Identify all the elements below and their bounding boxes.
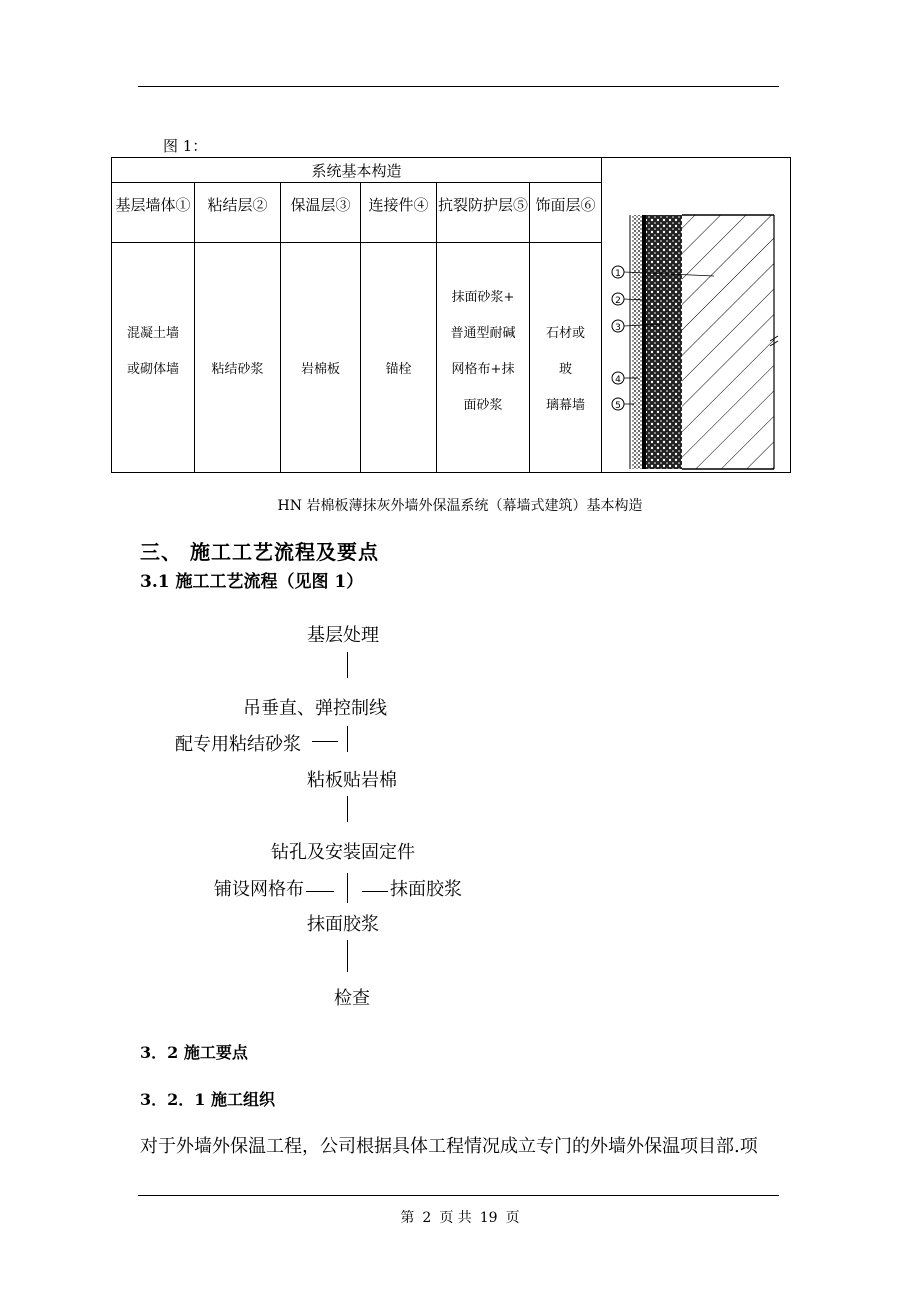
flow-step-attach-rockwool: 粘板贴岩棉 <box>307 770 397 791</box>
base-wall-hatch <box>682 215 774 469</box>
flow-step-inspect: 检查 <box>334 988 370 1009</box>
flow-step-plaster: 抹面胶浆 <box>307 914 379 935</box>
flow-connector <box>347 873 348 903</box>
flow-connector <box>347 652 348 678</box>
table-title-divider <box>112 182 601 183</box>
plaster-layer-fill <box>632 215 642 469</box>
svg-text:5: 5 <box>615 401 621 411</box>
page-footer: 第 2 页 共 19 页 <box>400 1210 520 1226</box>
header-finish-layer: 饰面层⑥ <box>535 196 596 214</box>
figure-caption: HN 岩棉板薄抹灰外墙外保温系统（幕墙式建筑）基本构造 <box>277 498 643 514</box>
cell-bond-layer: 粘结砂浆 <box>211 362 264 377</box>
cell-crack-protection: 抹面砂浆+ 普通型耐碱 网格布+抹 面砂浆 <box>450 290 516 413</box>
cell-connector: 锚栓 <box>385 362 412 377</box>
flow-side-connector <box>312 741 338 742</box>
table-header-divider <box>112 242 601 243</box>
flow-side-connector <box>362 891 388 892</box>
table-title: 系统基本构造 <box>311 162 402 180</box>
svg-text:1: 1 <box>615 269 621 279</box>
flow-side-mortar: 配专用粘结砂浆 <box>175 734 301 755</box>
flow-side-plaster: 抹面胶浆 <box>390 879 462 900</box>
figure-label: 图 1： <box>163 137 208 155</box>
page-number: 2 <box>422 1210 432 1226</box>
header-insulation-layer: 保温层③ <box>290 196 351 214</box>
header-crack-protection: 抗裂防护层⑤ <box>437 196 528 214</box>
structure-table <box>111 157 791 473</box>
header-base-wall: 基层墙体① <box>115 196 191 214</box>
subsection-heading-key-points: 3．2 施工要点 <box>140 1043 248 1062</box>
body-paragraph: 对于外墙外保温工程，公司根据具体工程情况成立专门的外墙外保温项目部.项 <box>140 1136 758 1157</box>
flow-connector <box>347 940 348 972</box>
svg-text:2: 2 <box>615 296 621 306</box>
footer-rule <box>138 1195 779 1196</box>
header-connector: 连接件④ <box>368 196 429 214</box>
diagram-marker-5 <box>612 398 634 411</box>
cell-finish-layer: 石材或 玻 璃幕墙 <box>545 326 585 413</box>
flow-step-base-treatment: 基层处理 <box>307 625 379 646</box>
insulation-layer-fill <box>646 215 682 469</box>
cell-base-wall: 混凝土墙 或砌体墙 <box>126 326 179 377</box>
flow-step-plumb-lines: 吊垂直、弹控制线 <box>243 698 387 719</box>
header-bond-layer: 粘结层② <box>207 196 268 214</box>
section-title: 三、 施工工艺流程及要点 <box>140 540 379 564</box>
flow-step-drill-fix: 钻孔及安装固定件 <box>271 842 415 863</box>
flow-connector <box>347 796 348 822</box>
subsection-title: 3.1 施工工艺流程（见图 1） <box>140 572 364 592</box>
bond-layer-fill <box>642 215 646 469</box>
header-rule <box>138 86 779 87</box>
svg-text:4: 4 <box>615 375 621 385</box>
wall-section-diagram <box>602 206 790 474</box>
flow-side-connector <box>306 891 334 892</box>
flow-side-mesh: 铺设网格布 <box>214 879 304 900</box>
flow-connector <box>347 726 348 752</box>
cell-insulation-layer: 岩棉板 <box>300 362 340 377</box>
svg-text:3: 3 <box>615 323 621 333</box>
subsection-heading-organization: 3．2．1 施工组织 <box>140 1090 275 1109</box>
total-pages: 19 <box>479 1210 498 1226</box>
